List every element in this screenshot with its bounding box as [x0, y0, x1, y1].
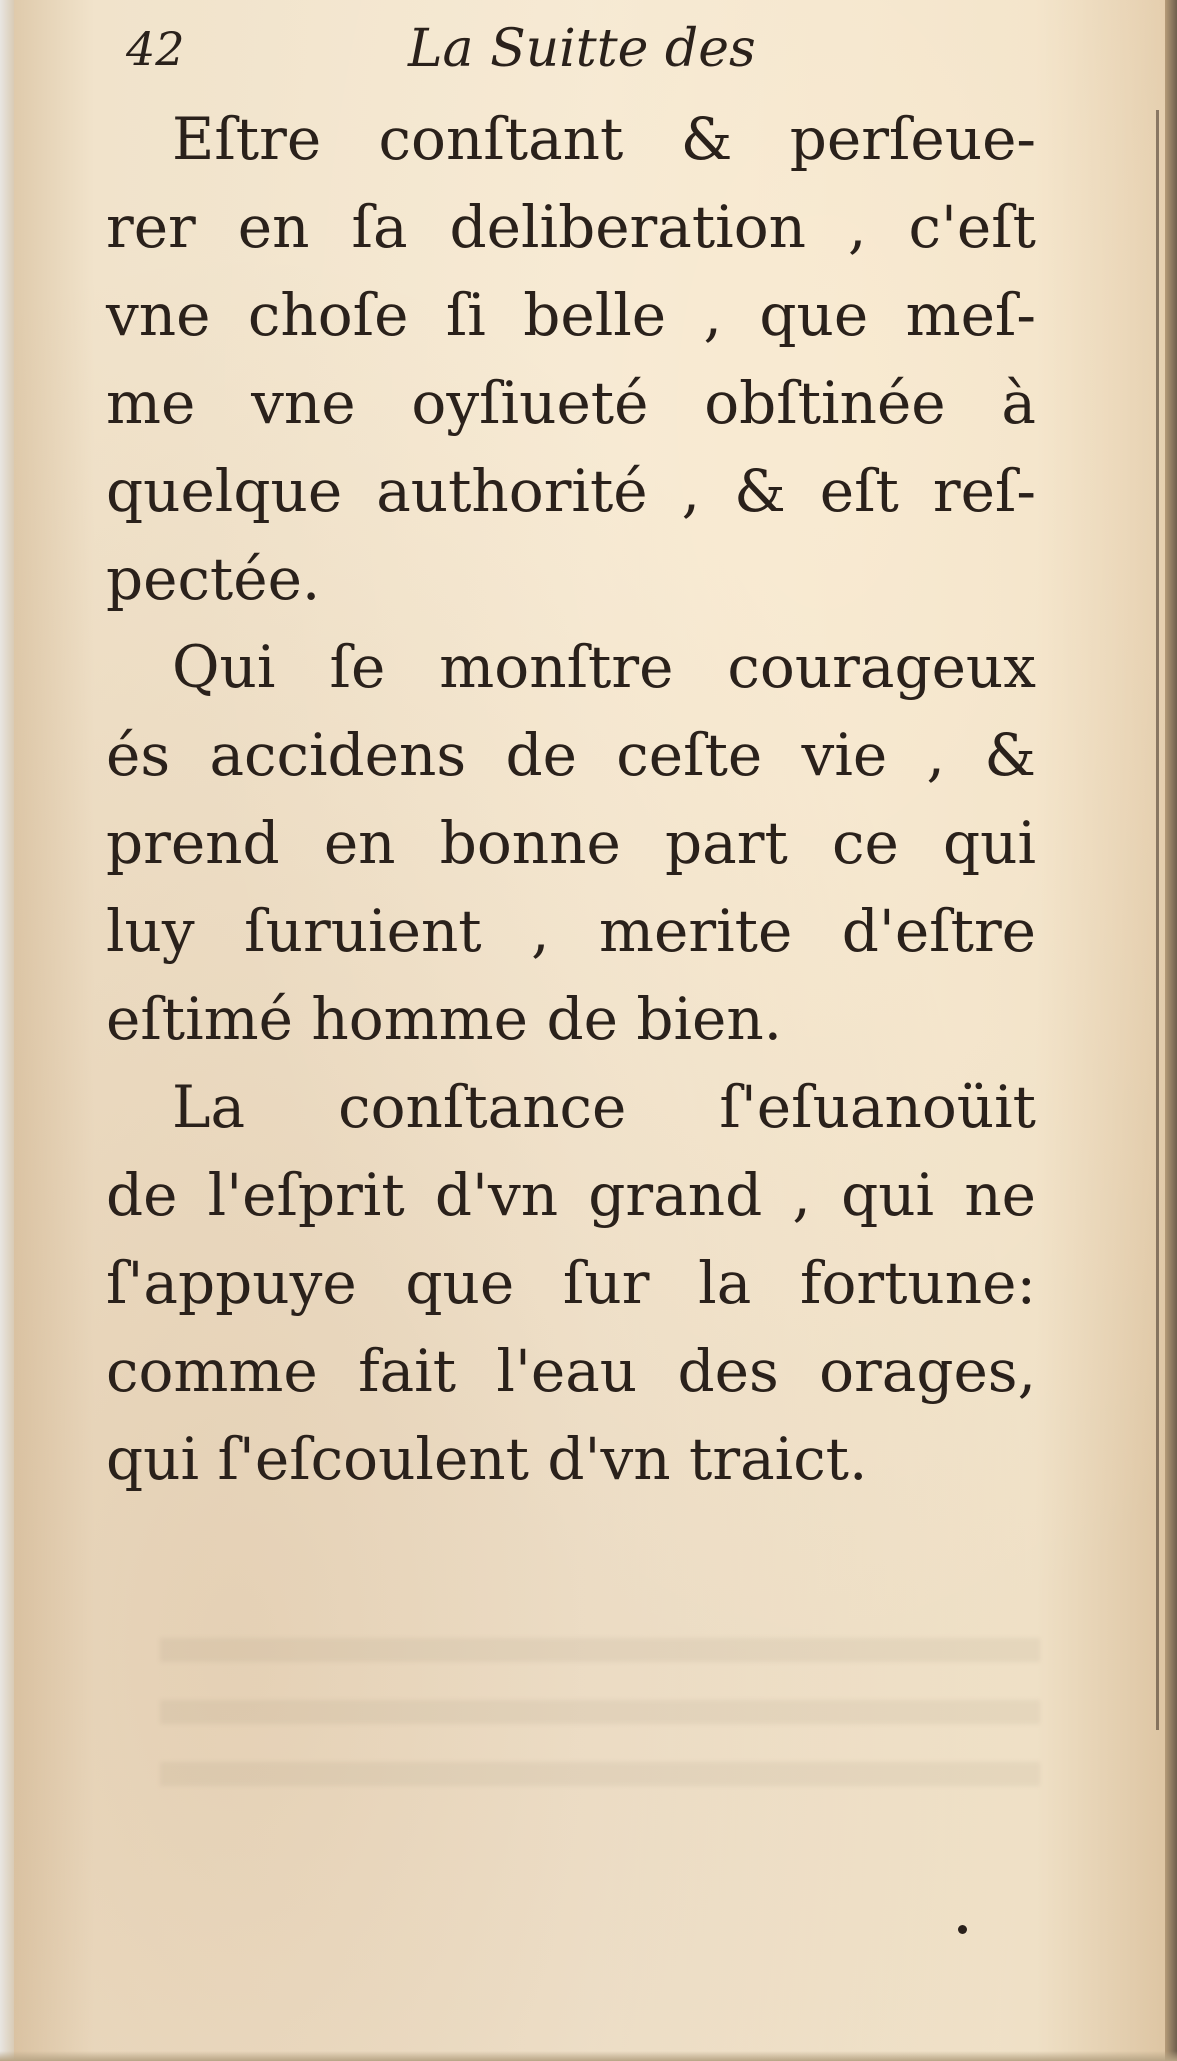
page-header	[126, 14, 1026, 84]
text-line: comme fait l'eau des orages,	[106, 1337, 1036, 1405]
text-line: prend en bonne part ce qui	[106, 809, 1036, 877]
page-right-edge	[1165, 0, 1177, 2061]
text-line: rer en ſa deliberation , c'eſt	[106, 193, 1036, 261]
text-line: Eſtre conſtant & perſeue-	[172, 105, 1036, 173]
text-line: quelque authorité , & eſt reſ-	[106, 457, 1036, 525]
paragraph-1	[106, 95, 1036, 623]
body-text	[106, 95, 1036, 1503]
paragraph-2	[106, 623, 1036, 1063]
text-line: pectée.	[106, 545, 321, 613]
text-line: eſtimé homme de bien.	[106, 985, 783, 1053]
text-line: vne choſe ſi belle , que meſ-	[106, 281, 1036, 349]
text-line: me vne oyſiueté obſtinée à	[106, 369, 1036, 437]
text-line: qui ſ'eſcoulent d'vn traict.	[106, 1425, 868, 1493]
running-title: La Suitte des	[408, 19, 756, 79]
text-line: luy ſuruient , merite d'eſtre	[106, 897, 1036, 965]
page-bottom-edge	[0, 2051, 1177, 2061]
page-number: 42	[126, 22, 185, 76]
bleed-through-text	[160, 1600, 1040, 1820]
text-line: ſ'appuye que ſur la fortune:	[106, 1249, 1036, 1317]
text-line: La conſtance ſ'eſuanoüit	[172, 1073, 1036, 1141]
paragraph-3	[106, 1063, 1036, 1503]
text-line: Qui ſe monſtre courageux	[172, 633, 1036, 701]
gutter-shadow	[1156, 110, 1159, 1730]
text-line: és accidens de ceſte vie , &	[106, 721, 1036, 789]
text-line: de l'eſprit d'vn grand , qui ne	[106, 1161, 1036, 1229]
ink-dot	[958, 1925, 967, 1934]
page-left-edge	[0, 0, 14, 2061]
